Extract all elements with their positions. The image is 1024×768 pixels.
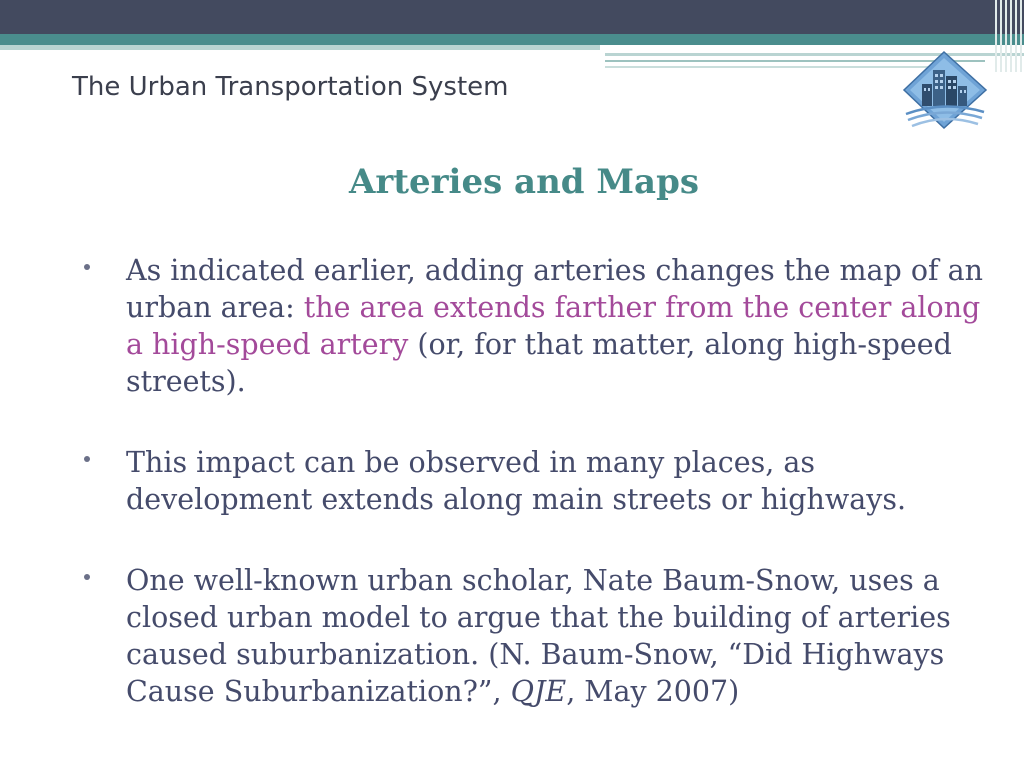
bullet-dot-icon [84,264,90,270]
teal-band [0,34,1024,45]
highlighted-text: the area extends farther from the center along a high-speed artery [126,291,981,361]
bullet-text: One well-known urban scholar, Nate Baum-Snow, uses a closed urban model to argue that the building of arteries caused suburbanization. (N. Baum-Snow, “Did Highways Cause Suburbanization?”, [126,564,951,708]
top-bar [0,0,1024,34]
city-buildings-logo-icon [900,48,990,138]
corner-stripes [993,0,1024,72]
bullet-dot-icon [84,456,90,462]
accent-line [605,66,945,68]
journal-name: QJE [510,675,567,708]
bullet-dot-icon [84,574,90,580]
slide-title: Arteries and Maps [348,162,699,202]
bullet-item [84,562,984,710]
bullet-item [84,252,984,400]
bullet-text: , May 2007) [566,675,740,708]
bullet-text: This impact can be observed in many places, as development extends along main streets or highways. [126,446,907,516]
bullet-list [84,252,984,710]
bullet-item [84,444,984,518]
bullet-text: (or, for that matter, along high-speed streets). [126,328,952,398]
slide-header: The Urban Transportation System [72,72,509,102]
bullet-text: As indicated earlier, adding arteries changes the map of an urban area: [126,254,983,324]
light-band [0,45,600,50]
